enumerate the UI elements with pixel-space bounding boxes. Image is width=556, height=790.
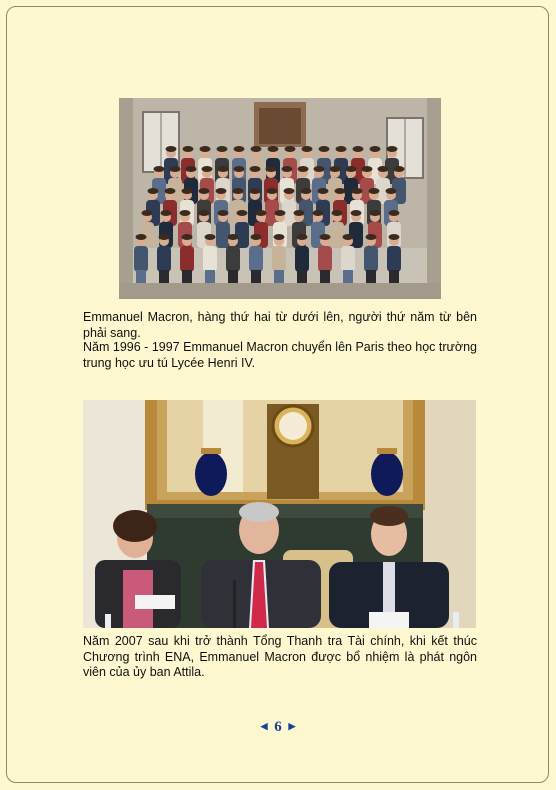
class-photo [119, 98, 441, 299]
press-conference-caption: Năm 2007 sau khi trở thành Tổng Thanh tra Tài chính, khi kết thúc Chương trình ENA, Emmanuel Macron được bổ nhiệm là phát ngôn viên của ủy ban Attila. [83, 634, 477, 679]
chevron-right-icon[interactable]: ▶ [288, 721, 296, 732]
paris-move-paragraph: Năm 1996 - 1997 Emmanuel Macron chuyển lên Paris theo học trường trung học ưu tú Lycée Henri IV. [83, 340, 477, 370]
class-photo-caption: Emmanuel Macron, hàng thứ hai từ dưới lên, người thứ năm từ bên phải sang. [83, 310, 477, 340]
page-number-nav [0, 719, 556, 736]
page-number: 6 [274, 719, 282, 736]
chevron-left-icon[interactable]: ◀ [260, 721, 268, 732]
press-conference-photo [83, 400, 476, 628]
